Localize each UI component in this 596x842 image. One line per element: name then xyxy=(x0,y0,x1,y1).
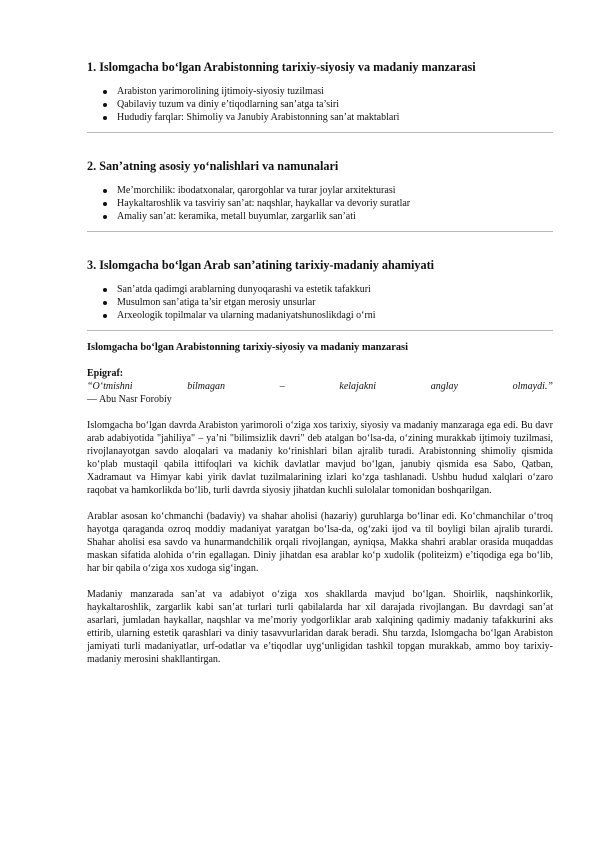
bullet-item: Qabilaviy tuzum va diniy e’tiqodlarning san’atga ta’siri xyxy=(103,98,553,111)
epigraph-label: Epigraf: xyxy=(87,368,124,379)
body-paragraph: Madaniy manzarada san’at va adabiyot o‘ziga xos shakllarda mavjud bo‘lgan. Shoirlik, naqshinkorlik, haykaltaroshlik, zargarlik kabi san’at turlari turli qabilalarda har xil darajada rivojlangan. Bu davrdagi san’at asarlari, jumladan haykallar, naqshlar va me’moriy yodgorliklar arab xalqining qadimiy madaniy tafakkurini aks ettirib, ularning estetik qarashlari va diniy tasavvurlaridan darak beradi. Shu tarzda, Islomgacha bo‘lgan Arabiston jamiyati turli madaniyatlar, urf-odatlar va e’tiqodlar uyg‘unligidan tashkil topgan murakkab, ammo boy tarixiy-madaniy merosini shakllantirgan. xyxy=(87,589,553,665)
bullet-item: Amaliy san’at: keramika, metall buyumlar, zargarlik san’ati xyxy=(103,210,553,223)
epigraph-word: kelajakni xyxy=(339,381,377,392)
bullet-list xyxy=(87,283,553,322)
outline-section-3 xyxy=(87,258,553,331)
bullet-list xyxy=(87,85,553,124)
bullet-item: Haykaltaroshlik va tasviriy san’at: naqshlar, haykallar va devoriy suratlar xyxy=(103,197,553,210)
epigraph-word: bilmagan xyxy=(187,381,226,392)
bullet-item: Hududiy farqlar: Shimoliy va Janubiy Arabistonning san’at maktablari xyxy=(103,111,553,124)
body-title: Islomgacha bo‘lgan Arabistonning tarixiy-siyosiy va madaniy manzarasi xyxy=(87,342,408,353)
epigraph-word: olmaydi.” xyxy=(512,381,553,392)
epigraph-word: – xyxy=(279,381,285,392)
epigraph-word: anglay xyxy=(430,381,458,392)
section-heading: 1. Islomgacha bo‘lgan Arabistonning tarixiy-siyosiy va madaniy manzarasi xyxy=(87,60,476,74)
bullet-item: Musulmon san’atiga ta’sir etgan merosiy unsurlar xyxy=(103,296,553,309)
section-heading: 3. Islomgacha bo‘lgan Arab san’atining tarixiy-madaniy ahamiyati xyxy=(87,258,435,272)
body-paragraph: Islomgacha bo‘lgan davrda Arabiston yarimoroli o‘ziga xos tarixiy, siyosiy va madaniy manzaraga ega edi. Bu davr arab adabiyotida "jahiliya" – ya’ni "bilimsizlik davri" deb atalgan bo‘lsa-da, o‘zining murakkab ijtimoiy tuzilmasi, rivojlanayotgan savdo aloqalari va madaniy ko‘rinishlari bilan ajralib turadi. Arabistonning shimoliy qismida ko‘plab mustaqil qabila ittifoqlari va kichik davlatlar mavjud bo‘lgan, janubiy qismida esa Sabo, Qatban, Xadramaut va Himyar kabi yirik davlat tuzilmalarining izlari ko‘zga tashlanadi. Ushbu hudud xalqlari o‘zaro raqobat va hamkorlikda bo‘lib, turli davrda siyosiy jihatdan kuchli sulolalar tomonidan boshqarilgan. xyxy=(87,420,553,496)
epigraph-author: — Abu Nasr Forobiy xyxy=(87,394,172,405)
bullet-item: Arabiston yarimorolining ijtimoiy-siyosiy tuzilmasi xyxy=(103,85,553,98)
bullet-item: Arxeologik topilmalar va ularning madaniyatshunoslikdagi o‘rni xyxy=(103,309,553,322)
outline-section-1 xyxy=(87,60,553,133)
bullet-item: Me’morchilik: ibodatxonalar, qarorgohlar va turar joylar arxitekturasi xyxy=(103,184,553,197)
epigraph-quote xyxy=(87,380,553,393)
section-divider xyxy=(87,330,553,331)
outline-section-2 xyxy=(87,159,553,232)
section-heading: 2. San’atning asosiy yo‘nalishlari va namunalari xyxy=(87,159,339,173)
epigraph-word: “O‘tmishni xyxy=(87,381,133,392)
body-paragraph: Arablar asosan ko‘chmanchi (badaviy) va shahar aholisi (hazariy) guruhlarga bo‘linar edi. Ko‘chmanchilar o‘troq hayotga qaraganda ozroq moddiy madaniyat yaratgan bo‘lsa-da, og‘zaki ijod va til boyligi bilan ajralib turardi. Shahar aholisi esa savdo va hunarmandchilik orqali rivojlangan, ayniqsa, Makka shahri arablar orasida muqaddas maskan sifatida alohida o‘rin egallagan. Diniy jihatdan esa arablar ko‘p xudolik (politeizm) e’tiqodiga ega bo‘lib, har bir qabila o‘ziga xos xudoga sig‘ingan. xyxy=(87,511,553,574)
bullet-item: San’atda qadimgi arablarning dunyoqarashi va estetik tafakkuri xyxy=(103,283,553,296)
bullet-list xyxy=(87,184,553,223)
